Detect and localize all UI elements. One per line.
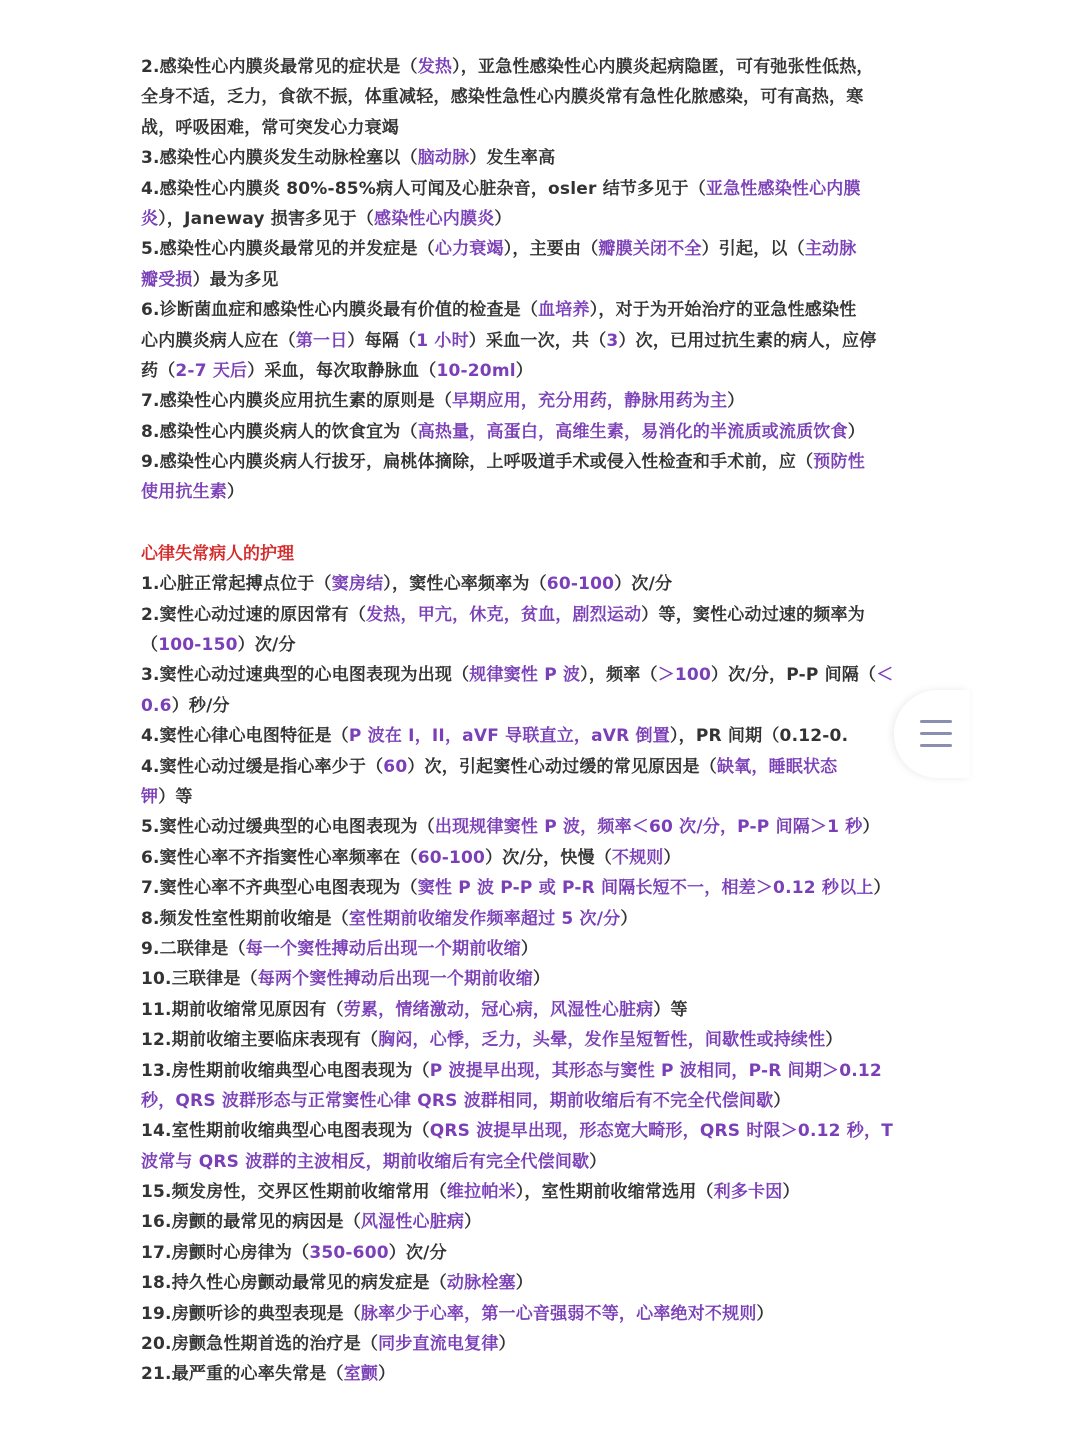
question-text: 10.三联律是（ <box>141 969 258 990</box>
answer-text: 每两个窦性搏动后出现一个期前收缩 <box>257 969 533 990</box>
text-line <box>141 82 961 112</box>
answer-text: 缺氧，睡眠状态 <box>716 756 838 777</box>
question-text: 18.持久性心房颤动最常见的病发症是（ <box>141 1273 447 1294</box>
answer-text: 心力衰竭 <box>434 239 504 260</box>
answer-text: 炎 <box>141 208 159 229</box>
answer-text: 脉率少于心率，第一心音强弱不等，心率绝对不规则 <box>360 1303 757 1324</box>
text-line <box>141 843 961 873</box>
answer-text: 10-20ml <box>436 360 516 381</box>
text-line <box>141 113 961 143</box>
answer-text: 规律窦性 P 波 <box>469 665 581 686</box>
answer-text: 发热，甲亢，休克，贫血，剧烈运动 <box>366 604 642 625</box>
question-text: ）采血，每次取静脉血（ <box>247 360 437 381</box>
question-text: ） <box>756 1303 774 1324</box>
text-line <box>141 326 961 356</box>
question-text: 2.感染性心内膜炎最常见的症状是（ <box>141 57 418 77</box>
text-line <box>141 721 961 751</box>
text-line <box>141 1268 961 1298</box>
question-text: ） <box>782 1182 800 1203</box>
answer-text: 60-100 <box>417 847 486 868</box>
text-line <box>141 873 961 903</box>
question-text: ），Janeway 损害多见于（ <box>158 208 374 229</box>
question-text: 7.窦性心率不齐典型心电图表现为（ <box>141 878 418 899</box>
answer-text: 不规则 <box>611 847 664 868</box>
question-text: 9.感染性心内膜炎病人行拔牙，扁桃体摘除，上呼吸道手术或侵入性检查和手术前，应（ <box>141 452 814 473</box>
question-text: ），亚急性感染性心内膜炎起病隐匿，可有弛张性低热， <box>452 57 874 77</box>
text-line <box>141 812 961 842</box>
text-line <box>141 1056 961 1086</box>
text-line <box>141 143 961 173</box>
question-text: ） <box>663 847 681 868</box>
answer-text: 1 小时 <box>416 330 469 351</box>
question-text: ） <box>727 391 745 412</box>
text-line <box>141 386 961 416</box>
question-text: 21.最严重的心率失常是（ <box>141 1364 344 1385</box>
text-line <box>141 1238 961 1268</box>
question-text: 全身不适，乏力，食欲不振，体重减轻，感染性急性心内膜炎常有急性化脓感染，可有高热，寒 <box>141 87 864 108</box>
question-text: 6.诊断菌血症和感染性心内膜炎最有价值的检查是（ <box>141 300 539 321</box>
question-text: ）引起，以（ <box>701 239 805 260</box>
question-text: ）次/分 <box>614 574 673 595</box>
question-text: 3.窦性心动过速典型的心电图表现为出现（ <box>141 665 470 686</box>
answer-text: 劳累，情绪激动，冠心病，风湿性心脏病 <box>343 999 654 1020</box>
question-text: 19.房颤听诊的典型表现是（ <box>141 1303 361 1324</box>
answer-text: 0.6 <box>141 695 172 716</box>
section-gap <box>141 508 961 539</box>
question-text: 心内膜炎病人应在（ <box>141 330 296 351</box>
text-line <box>141 934 961 964</box>
question-text: ）等 <box>158 786 193 807</box>
question-text: ） <box>520 938 539 959</box>
text-line <box>141 1116 961 1146</box>
answer-text: 秒，QRS 波群形态与正常窦性心律 QRS 波群相同，期前收缩后有不完全代偿间歇 <box>141 1090 774 1111</box>
question-text: ） <box>825 1030 843 1051</box>
text-line <box>141 660 961 690</box>
text-line <box>141 1299 961 1329</box>
question-text: ） <box>847 421 865 442</box>
text-line <box>141 691 961 721</box>
text-line <box>141 1207 961 1237</box>
text-line <box>141 477 961 507</box>
answer-text: 窦房结 <box>331 574 384 595</box>
answer-text: 瓣膜关闭不全 <box>598 239 702 260</box>
text-line <box>141 1025 961 1055</box>
question-text: ）最为多见 <box>192 269 279 290</box>
question-text: 8.感染性心内膜炎病人的饮食宜为（ <box>141 421 418 442</box>
question-text: 13.房性期前收缩典型心电图表现为（ <box>141 1060 430 1081</box>
text-line <box>141 356 961 386</box>
section-heading-arrhythmia: 心律失常病人的护理 <box>141 543 294 564</box>
answer-text: 100-150 <box>158 635 238 656</box>
text-line <box>141 569 961 599</box>
answer-text: 60-100 <box>546 574 615 595</box>
question-text: ） <box>378 1364 396 1385</box>
question-text: 4.窦性心动过缓是指心率少于（ <box>141 756 384 777</box>
answer-text: 风湿性心脏病 <box>360 1212 465 1233</box>
question-text: ） <box>773 1090 791 1111</box>
question-text: 5.感染性心内膜炎最常见的并发症是（ <box>141 239 435 260</box>
question-text: ）发生率高 <box>469 148 556 169</box>
answer-text: ＞100 <box>657 665 711 686</box>
answer-text: 钾 <box>141 786 159 807</box>
answer-text: 发热 <box>417 57 453 77</box>
answer-text: 出现规律窦性 P 波，频率＜60 次/分，P-P 间隔＞1 秒 <box>434 817 863 838</box>
answer-text: 3 <box>606 330 619 351</box>
answer-text: 使用抗生素 <box>141 482 227 503</box>
answer-text: 室性期前收缩发作频率超过 5 次/分 <box>348 908 621 929</box>
question-text: 7.感染性心内膜炎应用抗生素的原则是（ <box>141 391 453 412</box>
question-text: ），室性期前收缩常选用（ <box>515 1182 714 1203</box>
answer-text: 每一个窦性搏动后出现一个期前收缩 <box>245 938 521 959</box>
text-line <box>141 417 961 447</box>
answer-text: 瓣受损 <box>141 269 193 290</box>
text-line <box>141 1147 961 1177</box>
answer-text: 350-600 <box>309 1242 389 1263</box>
question-text: 9.二联律是（ <box>141 938 246 959</box>
text-line <box>141 600 961 630</box>
question-text: 8.频发性室性期前收缩是（ <box>141 908 349 929</box>
question-text: ）秒/分 <box>171 695 230 716</box>
question-text: 16.房颤的最常见的病因是（ <box>141 1212 361 1233</box>
question-text: ） <box>515 360 533 381</box>
text-line <box>141 447 961 477</box>
question-text: ） <box>464 1212 482 1233</box>
question-text: ）次，已用过抗生素的病人，应停 <box>618 330 877 351</box>
text-line <box>141 1086 961 1116</box>
text-line <box>141 295 961 325</box>
question-text: 药（ <box>141 360 176 381</box>
question-text: ）等，窦性心动过速的频率为 <box>641 604 865 625</box>
answer-text: 亚急性感染性心内膜 <box>705 178 861 199</box>
text-line <box>141 174 961 204</box>
question-text: ），窦性心率频率为（ <box>383 574 547 595</box>
question-text: 1.心脏正常起搏点位于（ <box>141 574 332 595</box>
question-text: ）每隔（ <box>347 330 417 351</box>
question-text: ） <box>515 1273 533 1294</box>
answer-text: 利多卡因 <box>713 1182 783 1203</box>
answer-text: 同步直流电复律 <box>378 1334 499 1355</box>
section-arrhythmia <box>141 569 961 1390</box>
text-line <box>141 1177 961 1207</box>
question-text: ） <box>227 482 245 503</box>
answer-text: P 波在 I，II，aVF 导联直立，aVR 倒置 <box>348 726 670 747</box>
question-text: ）次/分，快慢（ <box>485 847 612 868</box>
answer-text: 胸闷，心悸，乏力，头晕，发作呈短暂性，间歇性或持续性 <box>378 1030 826 1051</box>
answer-text: 波常与 QRS 波群的主波相反，期前收缩后有完全代偿间歇 <box>141 1151 590 1172</box>
answer-text: 主动脉 <box>804 239 857 260</box>
text-line <box>141 52 961 82</box>
text-line <box>141 904 961 934</box>
section-endocarditis <box>141 52 961 508</box>
text-line <box>141 782 961 812</box>
question-text: 战，呼吸困难，常可突发心力衰竭 <box>141 117 399 138</box>
answer-text: 脑动脉 <box>417 148 470 169</box>
question-text: ），主要由（ <box>503 239 599 260</box>
text-line <box>141 204 961 234</box>
text-line <box>141 964 961 994</box>
answer-text: 早期应用，充分用药，静脉用药为主 <box>452 391 728 412</box>
question-text: 12.期前收缩主要临床表现有（ <box>141 1030 379 1051</box>
question-text: 4.感染性心内膜炎 80%-85%病人可闻及心脏杂音，osler 结节多见于（ <box>141 178 706 199</box>
question-text: ） <box>862 817 880 838</box>
answer-text: 感染性心内膜炎 <box>374 208 495 229</box>
question-text: 17.房颤时心房律为（ <box>141 1242 310 1263</box>
question-text: ）次，引起窦性心动过缓的常见原因是（ <box>407 756 717 777</box>
answer-text: 血培养 <box>538 300 590 321</box>
question-text: （ <box>141 635 159 656</box>
question-text: ）次/分 <box>237 635 296 656</box>
text-line <box>141 1359 961 1389</box>
question-text: 2.窦性心动过速的原因常有（ <box>141 604 367 625</box>
question-text: ），对于为开始治疗的亚急性感染性 <box>589 300 857 321</box>
question-text: ） <box>494 208 512 229</box>
question-text: ） <box>873 878 891 899</box>
question-text: ） <box>620 908 638 929</box>
answer-text: 高热量，高蛋白，高维生素，易消化的半流质或流质饮食 <box>417 421 848 442</box>
answer-text: P 波提早出现，其形态与窦性 P 波相同，P-R 间期＞0.12 <box>429 1060 882 1081</box>
question-text: ） <box>532 969 551 990</box>
answer-text: 室颤 <box>343 1364 379 1385</box>
answer-text: 第一日 <box>295 330 348 351</box>
text-line <box>141 630 961 660</box>
question-text: 3.感染性心内膜炎发生动脉栓塞以（ <box>141 148 418 169</box>
question-text: 6.窦性心率不齐指窦性心率频率在（ <box>141 847 418 868</box>
answer-text: 窦性 P 波 P-P 或 P-R 间隔长短不一，相差＞0.12 秒以上 <box>417 878 874 899</box>
question-text: 11.期前收缩常见原因有（ <box>141 999 344 1020</box>
answer-text: QRS 波提早出现，形态宽大畸形，QRS 时限＞0.12 秒，T <box>429 1121 893 1142</box>
question-text: 14.室性期前收缩典型心电图表现为（ <box>141 1121 430 1142</box>
answer-text: 2-7 天后 <box>175 360 248 381</box>
question-text: 20.房颤急性期首选的治疗是（ <box>141 1334 379 1355</box>
text-line <box>141 995 961 1025</box>
question-text: 5.窦性心动过缓典型的心电图表现为（ <box>141 817 435 838</box>
answer-text: 60 <box>383 756 408 777</box>
text-line <box>141 1329 961 1359</box>
question-text: ），PR 间期（0.12-0. <box>669 726 849 747</box>
question-text: ） <box>589 1151 607 1172</box>
question-text: ）次/分，P-P 间隔（ <box>711 665 877 686</box>
answer-text: ＜ <box>876 665 894 686</box>
answer-text: 维拉帕米 <box>446 1182 516 1203</box>
answer-text: 预防性 <box>813 452 865 473</box>
question-text: ）次/分 <box>388 1242 447 1263</box>
document-body <box>141 52 961 1390</box>
text-line <box>141 752 961 782</box>
question-text: 4.窦性心律心电图特征是（ <box>141 726 349 747</box>
answer-text: 动脉栓塞 <box>446 1273 516 1294</box>
question-text: ），频率（ <box>580 665 658 686</box>
question-text: ） <box>498 1334 516 1355</box>
question-text: ）采血一次，共（ <box>468 330 607 351</box>
text-line <box>141 234 961 264</box>
text-line <box>141 265 961 295</box>
question-text: ）等 <box>653 999 688 1020</box>
question-text: 15.频发房性，交界区性期前收缩常用（ <box>141 1182 447 1203</box>
